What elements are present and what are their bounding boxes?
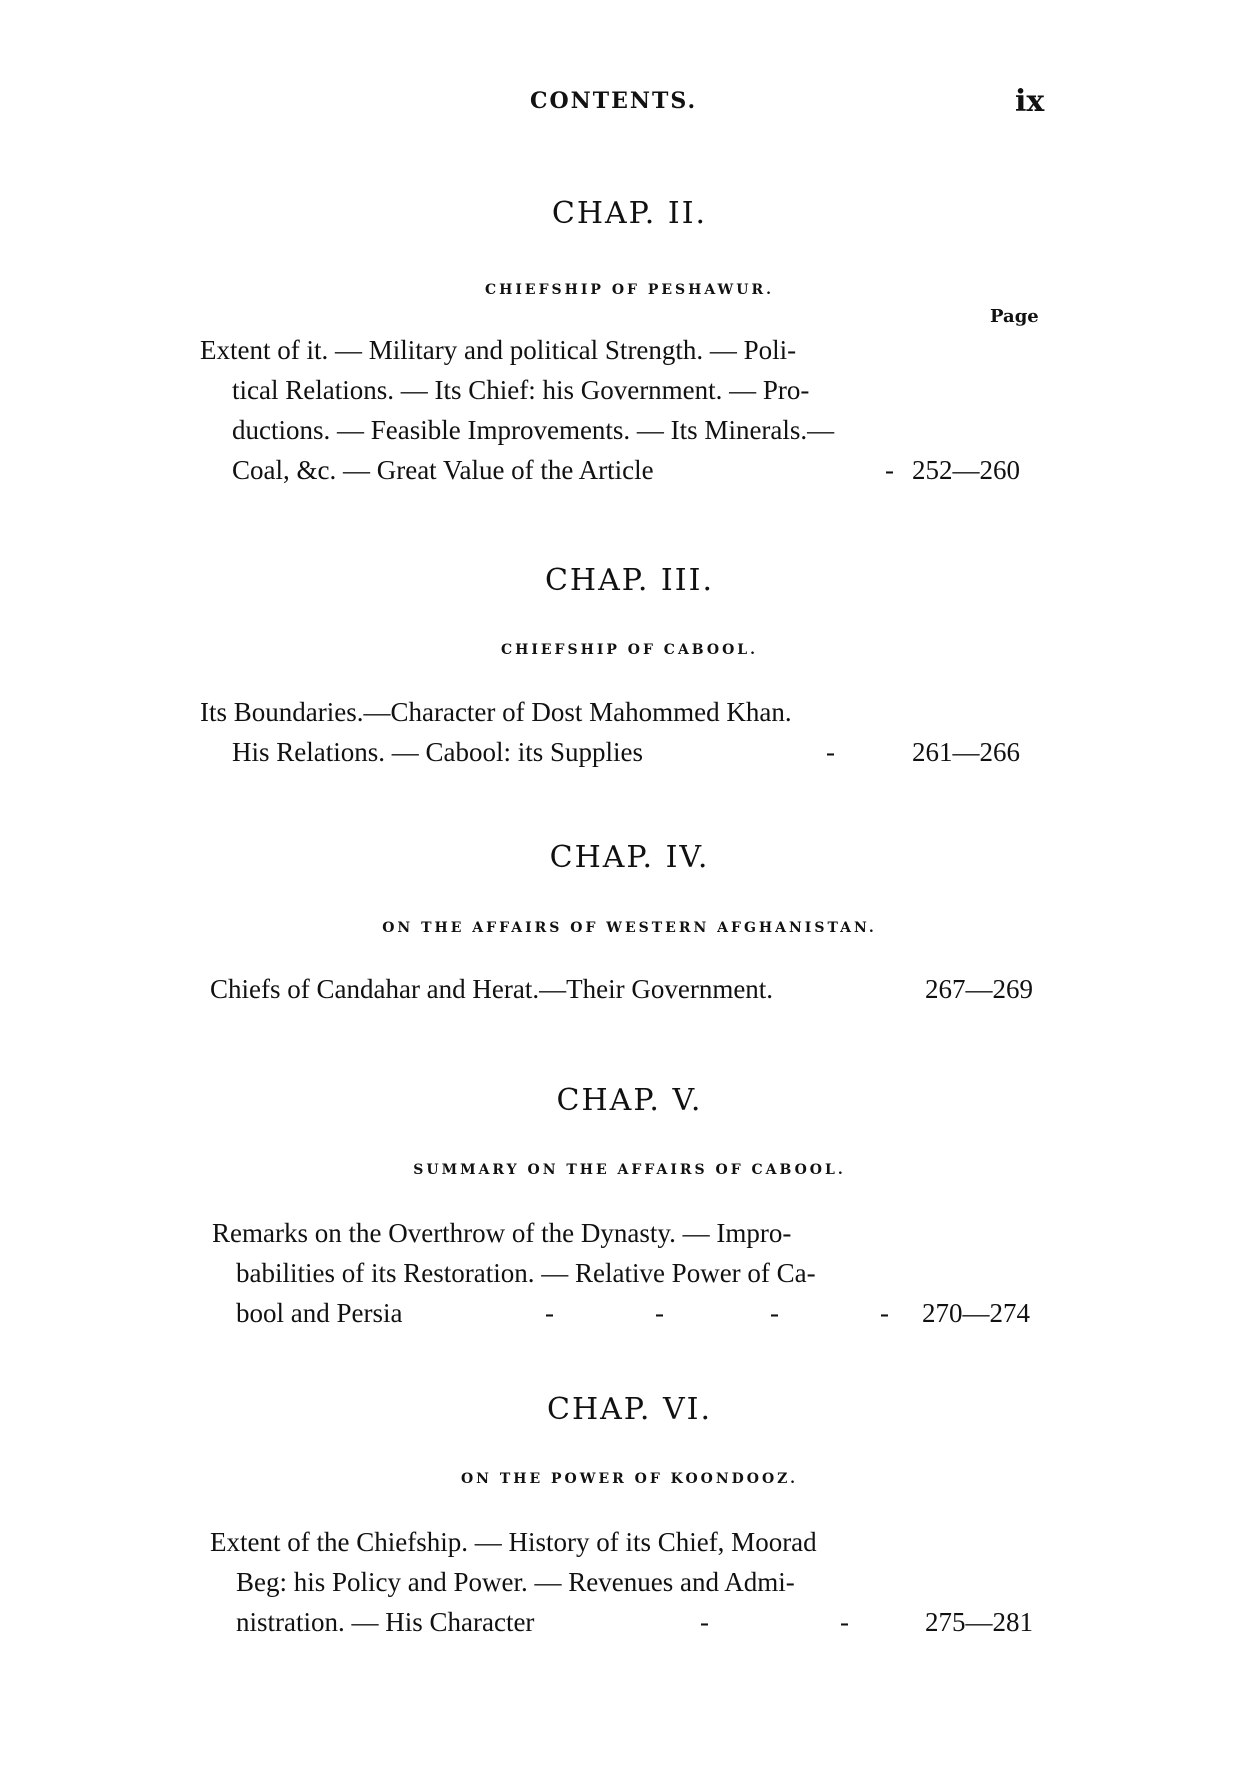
chapter-heading: CHAP. VI.: [546, 1392, 712, 1427]
toc-line-text: Extent of it. — Military and political Strength. — Poli-: [200, 335, 797, 365]
dot-leader: -: [885, 455, 894, 485]
chapter-subtitle: CHIEFSHIP OF PESHAWUR.: [485, 282, 774, 298]
page-range: 252—260: [912, 455, 1020, 485]
toc-line: Chiefs of Candahar and Herat.—Their Government.: [210, 974, 774, 1004]
chapter-subtitle: CHIEFSHIP OF CABOOL.: [500, 642, 759, 658]
dot-leader: -: [880, 1298, 889, 1328]
dot-leader: -: [840, 1607, 849, 1637]
chapter-heading: CHAP. V.: [556, 1083, 703, 1118]
page-range: 267—269: [925, 974, 1033, 1004]
chapter-heading: CHAP. III.: [544, 563, 715, 598]
dot-leader: -: [655, 1298, 664, 1328]
toc-line: Beg: his Policy and Power. — Revenues and Admi-: [236, 1567, 795, 1597]
chapter-heading: CHAP. IV.: [549, 840, 710, 875]
page-range: 275—281: [925, 1607, 1033, 1637]
page-column-label: Page: [990, 306, 1039, 327]
dot-leader: -: [545, 1298, 554, 1328]
toc-line: Extent of the Chiefship. — History of its Chief, Moorad: [210, 1527, 817, 1557]
page-number: ix: [1015, 84, 1045, 119]
chapter-subtitle: ON THE AFFAIRS OF WESTERN AFGHANISTAN.: [382, 920, 877, 936]
toc-line: tical Relations. — Its Chief: his Government. — Pro-: [232, 375, 810, 405]
toc-line: His Relations. — Cabool: its Supplies: [232, 737, 644, 767]
toc-line: Its Boundaries.—Character of Dost Mahommed Khan.: [200, 697, 792, 727]
toc-line: [200, 330, 990, 370]
toc-line: Remarks on the Overthrow of the Dynasty. — Impro-: [212, 1218, 792, 1248]
toc-line: babilities of its Restoration. — Relative Power of Ca-: [236, 1258, 816, 1288]
toc-line: nistration. — His Character: [236, 1607, 535, 1637]
chapter-subtitle: ON THE POWER OF KOONDOOZ.: [460, 1471, 799, 1487]
toc-line: Coal, &c. — Great Value of the Article: [232, 455, 654, 485]
dot-leader: -: [700, 1607, 709, 1637]
chapter-heading: CHAP. II.: [551, 196, 708, 231]
chapter-subtitle: SUMMARY ON THE AFFAIRS OF CABOOL.: [413, 1162, 846, 1178]
running-header: [0, 84, 1259, 124]
dot-leader: -: [826, 737, 835, 767]
toc-line: ductions. — Feasible Improvements. — Its Minerals.—: [232, 415, 835, 445]
running-title: CONTENTS.: [530, 88, 698, 114]
page-range: 261—266: [912, 737, 1020, 767]
dot-leader: -: [770, 1298, 779, 1328]
toc-line: bool and Persia: [236, 1298, 403, 1328]
page-range: 270—274: [922, 1298, 1030, 1328]
